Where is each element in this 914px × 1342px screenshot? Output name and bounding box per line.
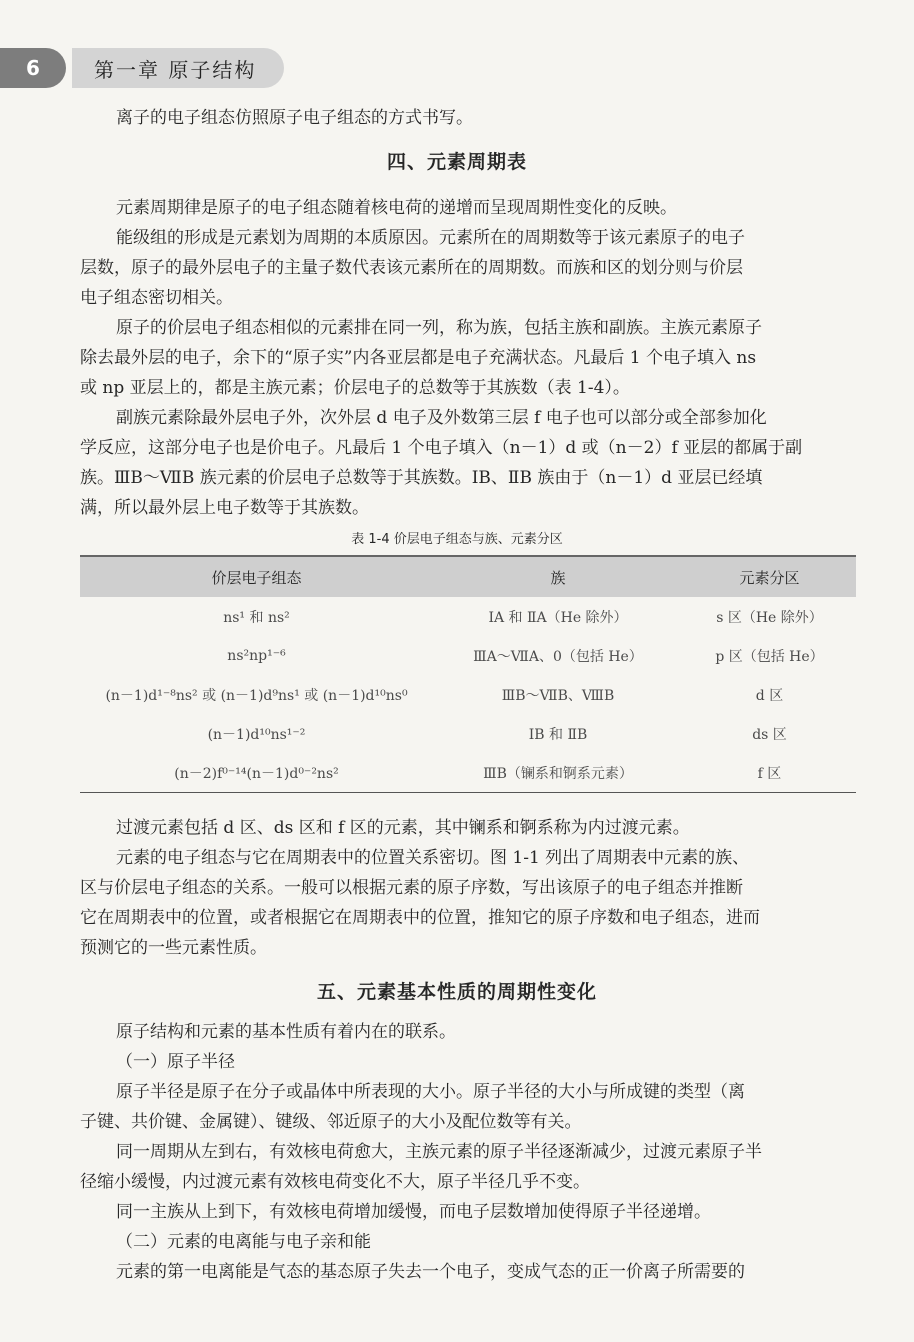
text-line: 原子的价层电子组态相似的元素排在同一列，称为族，包括主族和副族。主族元素原子 [116, 318, 762, 338]
table-cell: ⅢB～ⅦB、ⅧB [501, 687, 615, 704]
table-caption: 表 1-4 价层电子组态与族、元素分区 [351, 532, 563, 547]
text-line: 能级组的形成是元素划为周期的本质原因。元素所在的周期数等于该元素原子的电子 [116, 228, 745, 248]
text-line: 径缩小缓慢，内过渡元素有效核电荷变化不大，原子半径几乎不变。 [80, 1172, 590, 1192]
text-line: 预测它的一些元素性质。 [80, 938, 267, 958]
table-cell: p 区（包括 He） [715, 648, 824, 665]
text-line: 族。ⅢB～ⅦB 族元素的价层电子总数等于其族数。ⅠB、ⅡB 族由于（n－1）d 亚层已经填 [80, 468, 763, 488]
text-line: 副族元素除最外层电子外，次外层 d 电子及外数第三层 f 电子也可以部分或全部参加化 [116, 408, 767, 428]
table-cell: d 区 [755, 687, 784, 704]
text-line: 满，所以最外层上电子数等于其族数。 [80, 498, 369, 518]
section-heading: 四、元素周期表 [386, 151, 527, 173]
table-cell: ⅢB（镧系和锕系元素） [483, 765, 633, 782]
table-header-row [80, 555, 856, 597]
table-cell: (n－1)d¹⁻⁸ns² 或 (n－1)d⁹ns¹ 或 (n－1)d¹⁰ns⁰ [105, 687, 408, 704]
electron-configuration-table [80, 555, 856, 793]
text-line: 区与价层电子组态的关系。一般可以根据元素的原子序数，写出该原子的电子组态并推断 [80, 878, 743, 898]
table-row [80, 636, 856, 675]
table-cell: (n－1)d¹⁰ns¹⁻² [207, 726, 306, 743]
table-cell: s 区（He 除外） [716, 609, 823, 626]
text-line: 元素的电子组态与它在周期表中的位置关系密切。图 1-1 列出了周期表中元素的族、 [116, 848, 750, 868]
text-line: 原子结构和元素的基本性质有着内在的联系。 [116, 1022, 456, 1042]
table-cell: f 区 [757, 765, 782, 782]
page-header [0, 48, 914, 88]
text-line: 同一主族从上到下，有效核电荷增加缓慢，而电子层数增加使得原子半径递增。 [116, 1202, 711, 1222]
table-cell: ⅠB 和 ⅡB [528, 726, 588, 743]
table-cell: ⅠA 和 ⅡA（He 除外） [488, 609, 628, 626]
column-header: 元素分区 [739, 568, 800, 587]
text-line: 学反应，这部分电子也是价电子。凡最后 1 个电子填入（n－1）d 或（n－2）f 亚层的都属于副 [80, 438, 803, 458]
section-heading: 五、元素基本性质的周期性变化 [316, 981, 597, 1003]
table-row [80, 714, 856, 753]
table-row [80, 597, 856, 636]
text-line: 电子组态密切相关。 [80, 288, 233, 308]
column-header: 价层电子组态 [211, 568, 302, 587]
text-line: 过渡元素包括 d 区、ds 区和 f 区的元素，其中镧系和锕系称为内过渡元素。 [116, 818, 690, 838]
table-cell: (n－2)f⁰⁻¹⁴(n－1)d⁰⁻²ns² [174, 765, 339, 782]
column-header: 族 [550, 568, 566, 587]
page-number: 6 [0, 48, 66, 88]
text-line: 或 np 亚层上的，都是主族元素；价层电子的总数等于其族数（表 1-4）。 [80, 378, 630, 398]
text-line: 元素的第一电离能是气态的基态原子失去一个电子，变成气态的正一价离子所需要的 [116, 1262, 745, 1282]
chapter-title: 第一章 原子结构 [72, 48, 284, 88]
subsection-heading: （二）元素的电离能与电子亲和能 [116, 1232, 371, 1252]
table-row [80, 753, 856, 793]
table-cell: ns²np¹⁻⁶ [227, 647, 286, 664]
table-cell: ds 区 [752, 726, 787, 743]
text-line: 元素周期律是原子的电子组态随着核电荷的递增而呈现周期性变化的反映。 [116, 198, 677, 218]
text-line: 它在周期表中的位置，或者根据它在周期表中的位置，推知它的原子序数和电子组态，进而 [80, 908, 760, 928]
text-line: 离子的电子组态仿照原子电子组态的方式书写。 [116, 108, 473, 128]
text-line: 层数，原子的最外层电子的主量子数代表该元素所在的周期数。而族和区的划分则与价层 [80, 258, 743, 278]
text-line: 同一周期从左到右，有效核电荷愈大，主族元素的原子半径逐渐减少，过渡元素原子半 [116, 1142, 762, 1162]
table-cell: ⅢA～ⅦA、0（包括 He） [473, 648, 643, 665]
table-row [80, 675, 856, 714]
table-cell: ns¹ 和 ns² [223, 609, 290, 626]
text-line: 原子半径是原子在分子或晶体中所表现的大小。原子半径的大小与所成键的类型（离 [116, 1082, 745, 1102]
text-line: 除去最外层的电子，余下的“原子实”内各亚层都是电子充满状态。凡最后 1 个电子填入 ns [80, 348, 757, 368]
subsection-heading: （一）原子半径 [116, 1052, 235, 1072]
text-line: 子键、共价键、金属键）、键级、邻近原子的大小及配位数等有关。 [80, 1112, 582, 1132]
